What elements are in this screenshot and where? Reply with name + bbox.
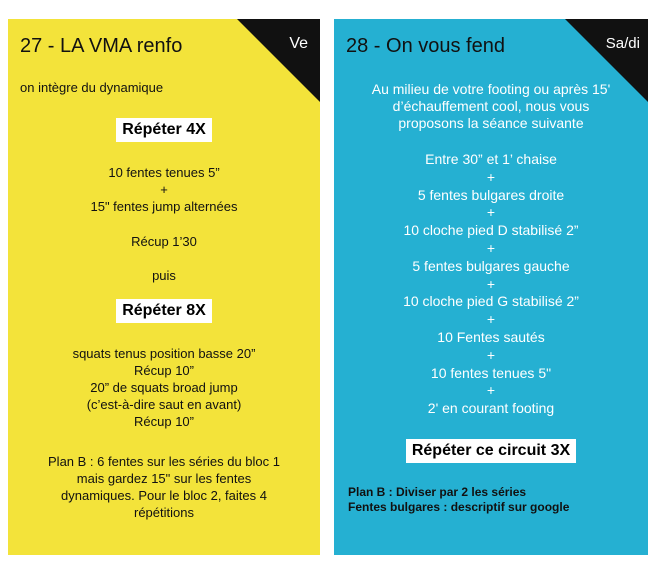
circuit-line: 10 Fentes sautés [437, 328, 545, 345]
label-row [8, 299, 320, 323]
intro-line: d’échauffement cool, nous vous [392, 98, 590, 114]
circuit-line: 5 fentes bulgares droite [417, 186, 565, 203]
corner-triangle [237, 19, 320, 102]
block-line: (c’est-à-dire saut en avant) [86, 397, 242, 412]
plus-sign: + [486, 239, 496, 256]
block-2 [8, 345, 320, 430]
plan-b-line: mais gardez 15" sur les fentes [76, 471, 252, 486]
label-row [334, 439, 648, 463]
intro-line: proposons la séance suivante [398, 115, 584, 131]
left-card [8, 19, 320, 555]
card-title: 27 - LA VMA renfo [20, 35, 183, 57]
day-badge: Sa/di [605, 35, 640, 52]
circuit-line: 5 fentes bulgares gauche [412, 257, 570, 274]
card-intro: on intègre du dynamique [20, 80, 164, 95]
plus-sign: + [486, 382, 496, 399]
plan-b-line: Fentes bulgares : descriptif sur google [348, 500, 570, 514]
card-intro [334, 81, 648, 132]
block-1 [8, 164, 320, 215]
block-line: Récup 10” [134, 363, 194, 378]
block-line: 10 fentes tenues 5” [108, 165, 220, 180]
circuit-line: 10 cloche pied D stabilisé 2” [403, 222, 579, 239]
block-line: 15" fentes jump alternées [90, 199, 238, 214]
circuit-line: 10 fentes tenues 5" [430, 364, 552, 381]
block-line: Récup 10” [134, 414, 194, 429]
plan-b-line: répétitions [134, 505, 194, 520]
right-card [334, 19, 648, 555]
plus-sign: + [486, 168, 496, 185]
intro-line: Au milieu de votre footing ou après 15' [371, 81, 611, 97]
plan-b-line: Plan B : 6 fentes sur les séries du bloc 1 [48, 454, 280, 469]
block-line: 20” de squats broad jump [90, 380, 238, 395]
circuit-list [334, 151, 648, 418]
plus-sign: + [486, 311, 496, 328]
plan-b-line: dynamiques. Pour le bloc 2, faites 4 [61, 488, 267, 503]
circuit-line: 10 cloche pied G stabilisé 2” [403, 293, 579, 310]
card-title: 28 - On vous fend [346, 35, 505, 57]
label-row [8, 118, 320, 142]
puis-text: puis [152, 268, 176, 283]
circuit-line: 2' en courant footing [427, 400, 555, 417]
plan-b-line: Plan B : Diviser par 2 les séries [348, 485, 527, 499]
day-badge: Ve [289, 35, 308, 52]
plus-sign: + [160, 182, 168, 197]
recup-text: Récup 1’30 [131, 234, 197, 249]
plus-sign: + [486, 204, 496, 221]
plan-b [8, 453, 320, 521]
plus-sign: + [486, 275, 496, 292]
circuit-line: Entre 30” et 1’ chaise [425, 151, 557, 167]
plus-sign: + [486, 346, 496, 363]
repeat-label: Répéter 4X [116, 118, 212, 142]
block-line: squats tenus position basse 20” [72, 346, 256, 361]
repeat-label: Répéter 8X [116, 299, 212, 323]
repeat-label: Répéter ce circuit 3X [406, 439, 576, 463]
plan-b [348, 485, 569, 515]
